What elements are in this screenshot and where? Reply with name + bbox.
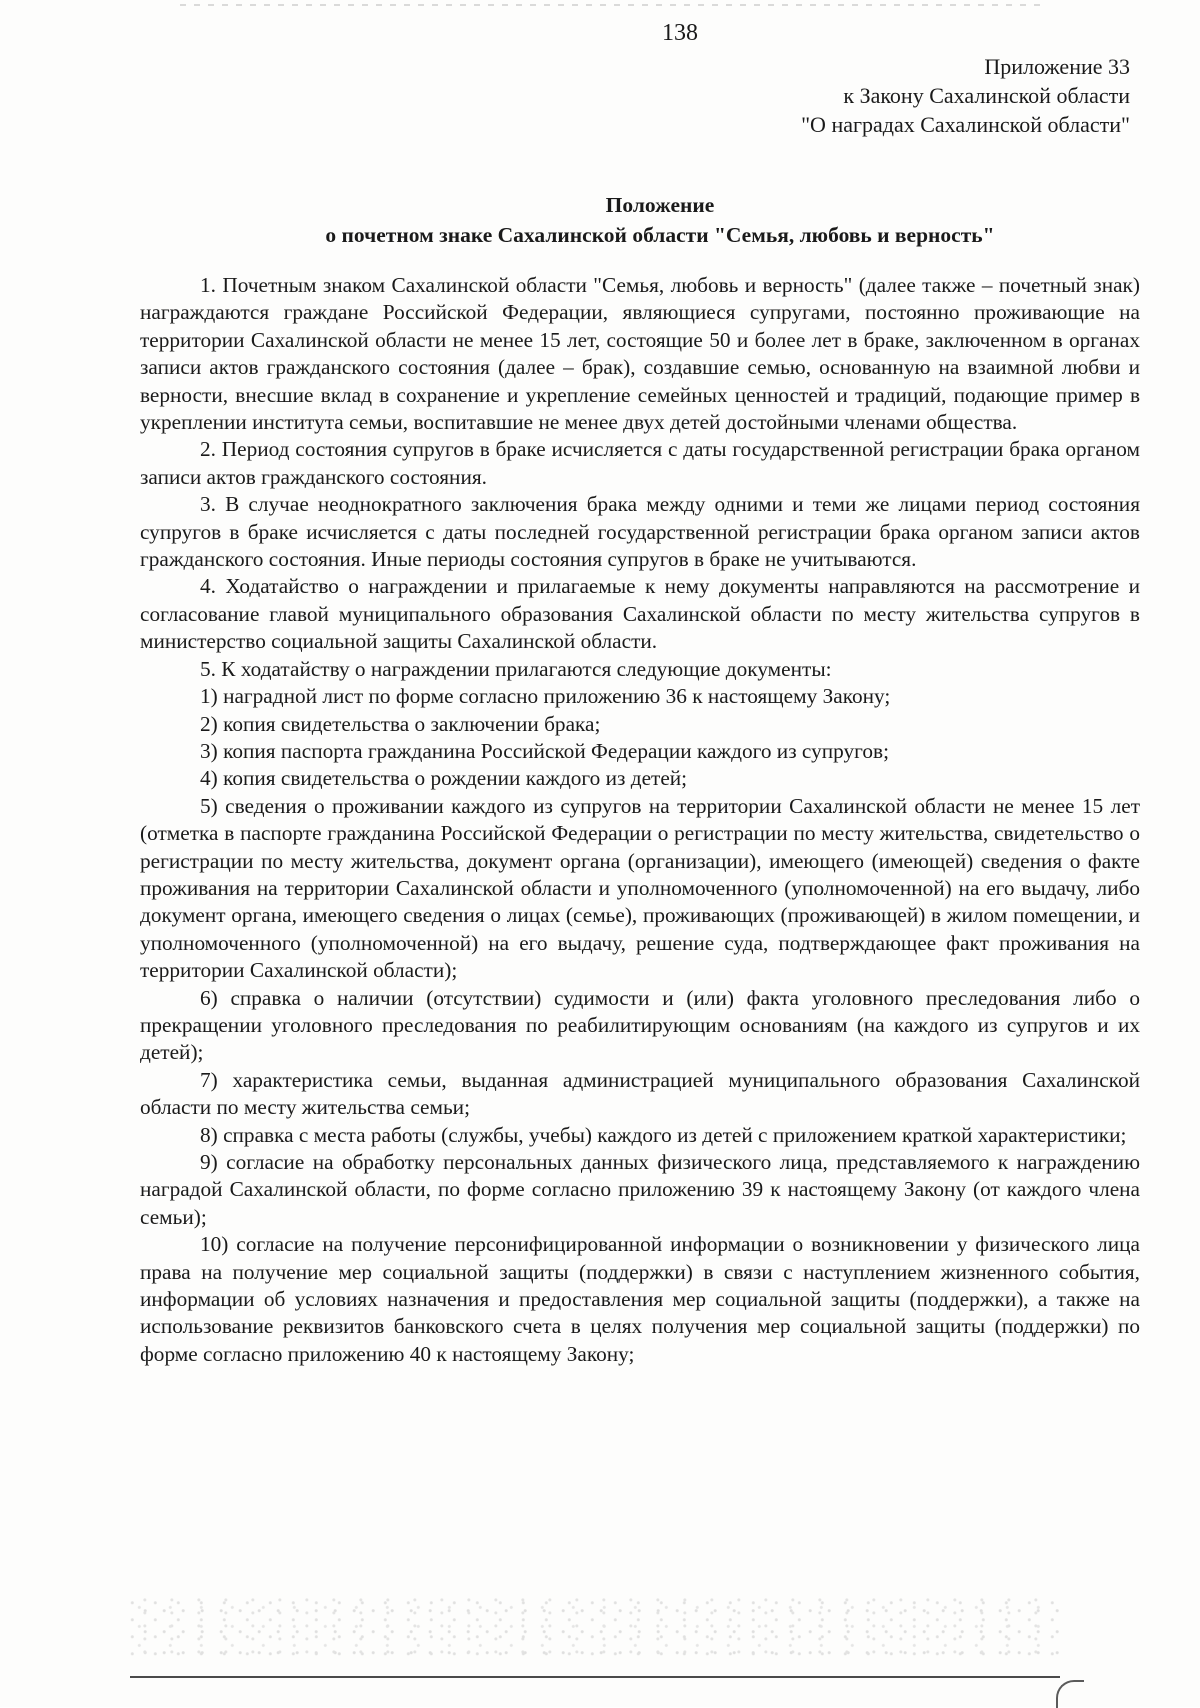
paragraph: 5. К ходатайству о награждении прилагаются следующие документы: bbox=[200, 656, 832, 681]
list-item: 1) наградной лист по форме согласно приложению 36 к настоящему Закону; bbox=[200, 684, 891, 709]
list-item: 9) согласие на обработку персональных данных физического лица, представляемого к награждению наградой Сахалинской области, по форме согласно приложению 39 к настоящему Закону (от каждого члена семьи); bbox=[140, 1150, 1140, 1229]
document-body bbox=[140, 272, 1140, 1368]
document-title bbox=[140, 190, 1180, 250]
paragraph: 1. Почетным знаком Сахалинской области "Семья, любовь и верность" (далее также – почетный знак) награждаются граждане Российской Федерации, являющиеся супругами, постоянно проживающие на территории Сахалинской области не менее 15 лет, состоящие 50 и более лет в браке, заключенном в органах записи актов гражданского состояния (далее – брак), создавшие семью, основанную на взаимной любви и верности, внесшие вклад в сохранение и укрепление семейных ценностей и традиций, подающие пример в укреплении института семьи, воспитавшие не менее двух детей достойными членами общества. bbox=[140, 273, 1140, 435]
appendix-line: к Закону Сахалинской области bbox=[843, 83, 1130, 108]
list-item: 2) копия свидетельства о заключении брака; bbox=[200, 711, 601, 736]
title-line: Положение bbox=[605, 193, 715, 217]
appendix-line: Приложение 33 bbox=[984, 54, 1130, 79]
list-item: 4) копия свидетельства о рождении каждого из детей; bbox=[200, 766, 688, 791]
list-item: 5) сведения о проживании каждого из супругов на территории Сахалинской области не менее 15 лет (отметка в паспорте гражданина Российской Федерации о регистрации по месту жительства, свидетельство о регистрации по месту жительства, документ органа (организации), имеющего (имеющей) сведения о факте проживания на территории Сахалинской области и уполномоченного (уполномоченной) на его выдачу, либо документ органа, имеющего сведения о лицах (семье), проживающих (проживающей) в жилом помещении, и уполномоченного (уполномоченной) на его выдачу, решение суда, подтверждающее факт проживания на территории Сахалинской области); bbox=[140, 793, 1140, 983]
paragraph: 4. Ходатайство о награждении и прилагаемые к нему документы направляются на рассмотрение и согласование главой муниципального образования Сахалинской области по месту жительства супругов в министерство социальной защиты Сахалинской области. bbox=[140, 574, 1140, 654]
scan-artifact-bottom-line bbox=[130, 1676, 1060, 1678]
title-line: о почетном знаке Сахалинской области "Семья, любовь и верность" bbox=[325, 223, 995, 247]
scan-artifact-top bbox=[180, 4, 1040, 6]
scan-artifact-noise bbox=[130, 1596, 1060, 1656]
appendix-header bbox=[801, 52, 1130, 139]
corner-mark bbox=[1056, 1680, 1084, 1708]
list-item: 6) справка о наличии (отсутствии) судимости и (или) факта уголовного преследования либо о прекращении уголовного преследования по реабилитирующим основаниям (на каждого из супругов и их детей); bbox=[140, 985, 1140, 1065]
appendix-line: "О наградах Сахалинской области" bbox=[801, 112, 1130, 137]
list-item: 7) характеристика семьи, выданная администрацией муниципального образования Сахалинской области по месту жительства семьи; bbox=[140, 1067, 1140, 1120]
list-item: 8) справка с места работы (службы, учебы) каждого из детей с приложением краткой характеристики; bbox=[200, 1122, 1127, 1147]
page-number: 138 bbox=[662, 20, 698, 46]
list-item: 3) копия паспорта гражданина Российской Федерации каждого из супругов; bbox=[200, 738, 889, 763]
paragraph: 2. Период состояния супругов в браке исчисляется с даты государственной регистрации брака органом записи актов гражданского состояния. bbox=[140, 437, 1140, 489]
paragraph: 3. В случае неоднократного заключения брака между одними и теми же лицами период состояния супругов в браке исчисляется с даты последней государственной регистрации брака органом записи актов гражданского состояния. Иные периоды состояния супругов в браке не учитываются. bbox=[140, 492, 1140, 572]
list-item: 10) согласие на получение персонифицированной информации о возникновении у физического лица права на получение мер социальной защиты (поддержки) в связи с наступлением жизненного события, информации об условиях назначения и предоставления мер социальной защиты (поддержки), а также на использование реквизитов банковского счета в целях получения мер социальной защиты (поддержки) по форме согласно приложению 40 к настоящему Закону; bbox=[140, 1232, 1140, 1366]
